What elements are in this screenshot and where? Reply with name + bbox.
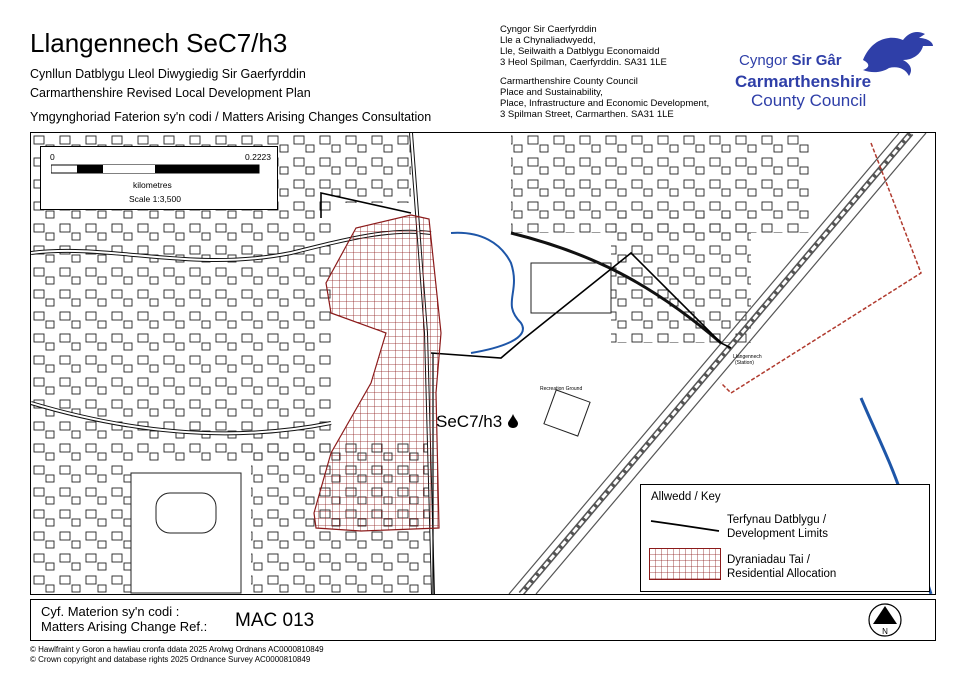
key-label-residential-allocation: Dyraniadau Tai / Residential Allocation bbox=[727, 554, 837, 580]
scale-start: 0 bbox=[50, 152, 55, 162]
council-logo bbox=[735, 30, 935, 118]
recreation-pitch bbox=[544, 390, 590, 436]
scale-ratio: Scale 1:3,500 bbox=[129, 194, 181, 204]
reference-label: Cyf. Materion sy'n codi : Matters Arising Change Ref.: bbox=[41, 604, 208, 634]
dragon-icon bbox=[853, 30, 935, 78]
north-label: N bbox=[882, 627, 888, 636]
scale-bar bbox=[51, 164, 261, 174]
consultation-title: Ymgynghoriad Faterion sy'n codi / Matters Arising Changes Consultation bbox=[30, 110, 432, 124]
scale-unit: kilometres bbox=[133, 180, 172, 190]
reference-panel bbox=[30, 599, 936, 641]
north-arrow-icon bbox=[867, 603, 903, 637]
subtitle-welsh: Cynllun Datblygu Lleol Diwygiedig Sir Gaerfyrddin bbox=[30, 67, 306, 81]
logo-line2: Carmarthenshire bbox=[735, 72, 872, 91]
site-label: SeC7/h3 bbox=[436, 412, 519, 432]
station-label: Llangennech (Station) bbox=[733, 354, 762, 366]
residential-allocation-site[interactable] bbox=[314, 215, 441, 531]
bowling-green bbox=[531, 263, 611, 313]
address-english: Carmarthenshire County Council Place and Sustainability, Place, Infrastructure and Economic Development, 3 Spilman Street, Carmarthen. SA31 1LE bbox=[500, 76, 710, 120]
reference-value: MAC 013 bbox=[235, 610, 315, 631]
development-limit-line-icon bbox=[649, 515, 721, 533]
address-welsh: Cyngor Sir Caerfyrddin Lle a Chynaliadwyedd, Lle, Seilwaith a Datblygu Economaidd 3 Heol Spilman, Caerfyrddin. SA31 1LE bbox=[500, 24, 667, 68]
key-title: Allwedd / Key bbox=[651, 491, 721, 503]
housing-area-north bbox=[331, 133, 411, 203]
water-drop-icon bbox=[507, 414, 519, 428]
recreation-ground-label: Recreation Ground bbox=[540, 386, 583, 392]
housing-area-southwest bbox=[31, 463, 131, 594]
river bbox=[451, 233, 523, 353]
logo-line3: County Council bbox=[751, 91, 867, 110]
copyright-welsh: © Hawlfraint y Goron a hawliau cronfa ddata 2025 Arolwg Ordnans AC0000810849 bbox=[30, 645, 324, 654]
map-key bbox=[640, 484, 930, 592]
scale-end: 0.2223 bbox=[245, 152, 271, 162]
scale-bar-box bbox=[40, 146, 278, 210]
subtitle-english: Carmarthenshire Revised Local Development Plan bbox=[30, 86, 311, 100]
logo-line1: Cyngor Sir Gâr bbox=[739, 52, 842, 69]
key-label-development-limits: Terfynau Datblygu / Development Limits bbox=[727, 514, 828, 540]
sports-track bbox=[156, 493, 216, 533]
map-title: Llangennech SeC7/h3 bbox=[30, 28, 288, 58]
residential-allocation-hatch-icon bbox=[649, 548, 721, 580]
copyright-english: © Crown copyright and database rights 2025 Ordnance Survey AC0000810849 bbox=[30, 655, 311, 664]
